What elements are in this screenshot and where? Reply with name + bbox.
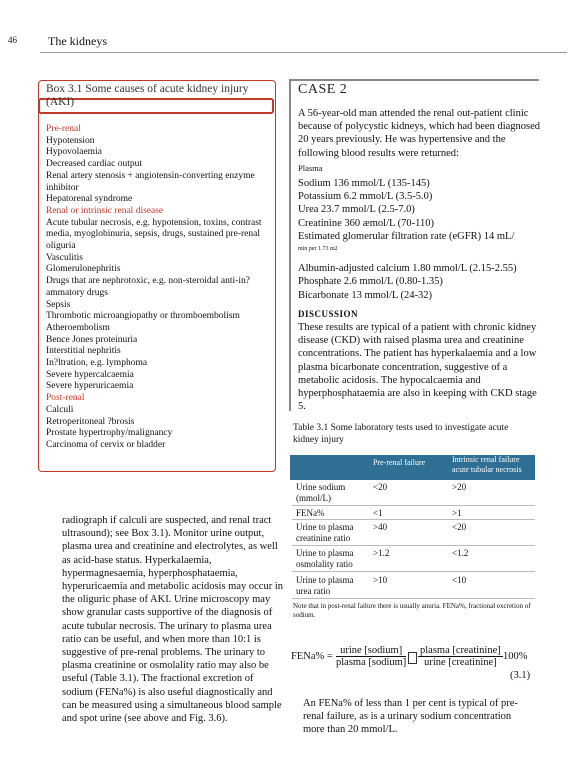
table-cell: <20 [373,482,388,492]
table-header-intrinsic: Intrinsic renal failure acute tubular necrosis [452,455,522,474]
list-item: Decreased cardiac output [46,159,143,170]
formula-fraction-sodium [336,645,406,668]
list-item: Urea 23.7 mmol/L (2.5-7.0) [298,204,415,216]
discussion-heading: DISCUSSION [298,308,359,319]
multiply-symbol-icon [408,652,417,664]
case-intro: A 56-year-old man attended the renal out-patient clinic because of polycystic kidneys, which had been diagnosed 20 years previously. He was hypertensive and the following blood results were returned: [298,108,541,159]
table-row-divider [292,571,535,572]
list-item: Renal artery stenosis + angiotensin-converting enzyme inhibitor [46,170,255,193]
table-cell: >1.2 [373,548,390,558]
list-item: Bicarbonate 13 mmol/L (24-32) [298,289,433,301]
formula-times-100: 100% [503,651,528,662]
formula-numerator: urine [sodium] [336,645,406,657]
table-row-label: Urine to plasma osmolality ratio [296,548,354,569]
table-cell: >40 [373,522,388,532]
table-header-prerenal: Pre-renal failure [373,458,426,467]
list-item: Hepatorenal syndrome [46,194,133,205]
case-title: CASE 2 [298,82,348,97]
list-item: Calculi [46,404,74,415]
list-item: Acute tubular necrosis, e.g. hypotension, toxins, contrast media, myoglobinuria, sepsis, drugs, sustained pre-renal oliguria [46,217,262,252]
table-cell: <1 [373,508,383,518]
list-item: Prostate hypertrophy/malignancy [46,428,173,439]
list-item: Carcinoma of cervix or bladder [46,439,166,450]
list-item: Phosphate 2.6 mmol/L (0.80-1.35) [298,276,443,288]
table-row-divider [292,505,535,506]
list-item: Severe hypercalcaemia [46,369,134,380]
table-note: Note that in post-renal failure there is usually anuria. FENa%, fractional excretion of sodium. [293,602,531,619]
table-row-label: Urine to plasma urea ratio [296,575,354,596]
box-body [46,124,272,452]
chapter-title: The kidneys [48,34,107,48]
table-cell: >10 [373,575,388,585]
list-item: In?ltration, e.g. lymphoma [46,358,148,369]
table-cell: >20 [452,482,467,492]
list-item: Interstitial nephritis [46,346,121,357]
formula-denominator: plasma [sodium] [336,657,407,668]
box-title: Box 3.1 Some causes of acute kidney injury (AKI) [46,83,249,108]
results-list-2 [298,262,540,302]
table-row-divider [292,519,535,520]
header-rule [40,52,567,53]
equation-number: (3.1) [510,670,531,681]
table-cell: <1.2 [452,548,469,558]
postrenal-heading: Post-renal [46,393,85,404]
results-list [298,177,540,243]
list-item: Albumin-adjusted calcium 1.80 mmol/L (2.15-2.55) [298,263,517,275]
formula-denominator: urine [creatinine] [424,657,497,668]
list-item: Thrombotic microangiopathy or thromboembolism [46,311,240,322]
renal-heading: Renal or intrinsic renal disease [46,205,164,216]
body-text-left: radiograph if calculi are suspected, and renal tract ultrasound); see Box 3.1). Monitor urine output, plasma urea and creatinine and electrolytes, as well as acid-base status. Hyperkalaemia, hypermagnesaemia, hyperphosphataemia, hyperuricaemia and metabolic acidosis may occur in the oliguric phase of AKI. Urine microscopy may show granular casts supportive of the diagnosis of acute tubular necrosis. The urinary to plasma urea ratio can be useful, and when more than 10:1 is suggestive of pre-renal problems. The urinary to plasma creatinine or osmolality ratio may also be useful (Table 3.1). The fractional excretion of sodium (FENa%) is also useful diagnostically and can be measured using a simultaneous blood sample and spot urine (see above and Fig. 3.6). [62,515,283,725]
table-cell: <10 [452,575,467,585]
list-item: Glomerulonephritis [46,264,121,275]
page-number: 46 [8,35,17,45]
table-cell: <20 [452,522,467,532]
postrenal-list [46,405,272,452]
case-top-rule [289,79,539,81]
table-row-label: FENa% [296,508,325,518]
table-caption: Table 3.1 Some laboratory tests used to investigate acute kidney injury [293,423,509,445]
table-row-label: Urine sodium (mmol/L) [296,482,346,503]
formula-fraction-creatinine [418,645,503,668]
formula-numerator: plasma [creatinine] [420,645,501,656]
case-side-rule [289,79,291,411]
list-item: Atheroembolism [46,322,110,333]
table-cell: >1 [452,508,462,518]
list-item: Sodium 136 mmol/L (135-145) [298,178,430,190]
list-item: Estimated glomerular filtration rate (eGFR) 14 mL/ [298,230,515,242]
list-item: Potassium 6.2 mmol/L (3.5-5.0) [298,191,433,203]
list-item: Hypovolaemia [46,147,102,158]
plasma-label: Plasma [298,162,323,173]
list-item: Sepsis [46,299,71,310]
list-item: Vasculitis [46,252,83,263]
list-item: Drugs that are nephrotoxic, e.g. non-steroidal anti-in?ammatory drugs [46,276,250,298]
renal-list [46,218,272,394]
list-item: Severe hyperuricaemia [46,381,134,392]
table-row-label: Urine to plasma creatinine ratio [296,522,354,543]
prerenal-list [46,136,272,206]
prerenal-heading: Pre-renal [46,124,81,134]
table-row-divider [292,545,535,546]
units-suffix: min per 1.73 m2 [298,246,338,253]
table-row-divider [292,598,535,599]
list-item: Hypotension [46,135,95,146]
formula-lhs: FENa% = [291,651,333,662]
list-item: Retroperitoneal ?brosis [46,416,135,427]
list-item: Bence Jones proteinuria [46,334,138,345]
discussion-text: These results are typical of a patient with chronic kidney disease (CKD) with raised plasma urea and creatinine concentrations. The patient has hyperkalaemia and a low plasma bicarbonate concentration, suggestive of a metabolic acidosis. The hypocalcaemia and hyperphosphataemia are also in keeping with CKD stage 5. [298,322,537,413]
case-body [298,107,540,413]
conclusion-text: An FENa% of less than 1 per cent is typical of pre-renal failure, as is a urinary sodium concentration more than 20 mmol/L. [303,698,518,736]
list-item: Creatinine 360 æmol/L (70-110) [298,217,434,229]
